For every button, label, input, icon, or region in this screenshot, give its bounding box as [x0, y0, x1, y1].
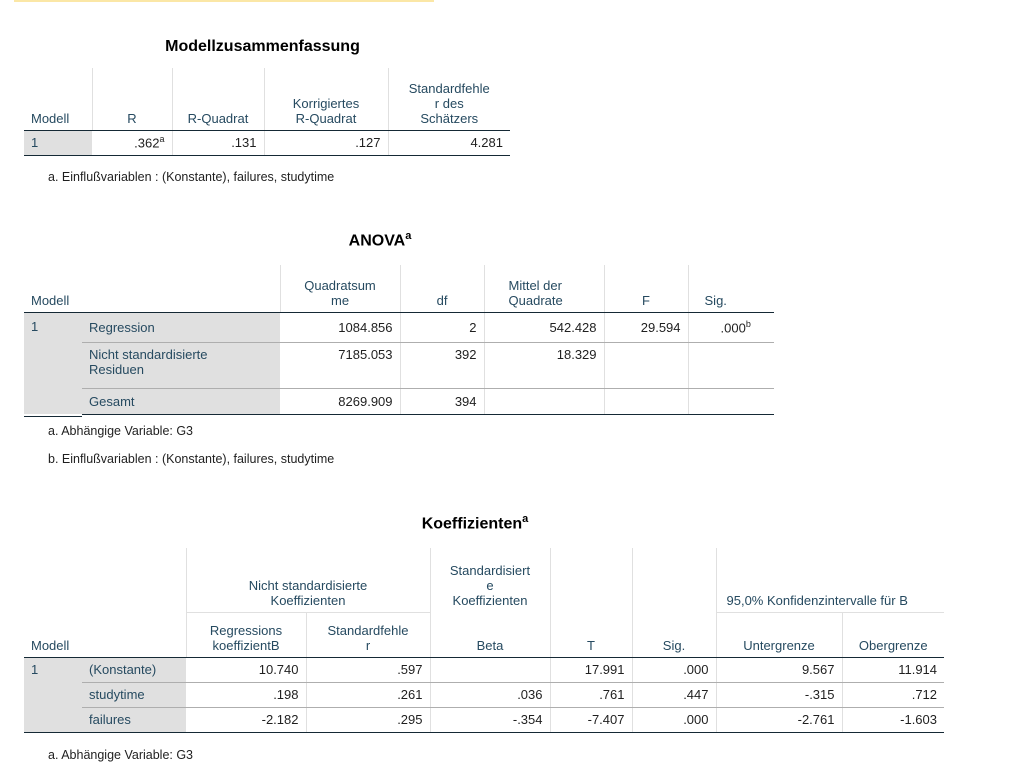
lower-failures: -2.761	[716, 707, 842, 732]
table-row	[24, 130, 510, 155]
upper-konstante: 11.914	[842, 657, 944, 682]
col-korrigiertes-r-quadrat	[264, 68, 388, 130]
anova-col-df: df	[400, 265, 484, 312]
sig-gesamt-empty	[688, 388, 774, 414]
coef-col-t: T	[550, 612, 632, 657]
std-koef-line-1: Standardisiert	[449, 563, 531, 578]
anova-col-modell: Modell	[24, 265, 280, 312]
anova-table	[24, 265, 774, 415]
col-standardfehler	[388, 68, 510, 130]
sig-failures: .000	[632, 707, 716, 732]
ms-regression: 542.428	[484, 312, 604, 342]
row-label-failures: failures	[82, 707, 186, 732]
ms-gesamt-empty	[484, 388, 604, 414]
coefficients-table	[24, 548, 944, 733]
col-r-quadrat: R-Quadrat	[172, 68, 264, 130]
std-line-3: Schätzers	[420, 110, 479, 126]
std-koef-line-2: e	[486, 578, 494, 593]
anova-col-quadratsumme	[280, 265, 400, 312]
model-number: 1	[24, 130, 92, 155]
coef-col-obergrenze: Obergrenze	[842, 612, 944, 657]
ms-residuen: 18.329	[484, 342, 604, 388]
table-row	[24, 388, 774, 414]
se-failures: .295	[306, 707, 430, 732]
sig-regression-value: .000	[720, 320, 746, 336]
model-summary-table	[24, 68, 510, 156]
coef-header-blank	[24, 548, 186, 612]
ms-line-1: Mittel der	[508, 277, 562, 293]
table-row	[24, 312, 774, 342]
b-line-2: koeffizientB	[212, 637, 280, 653]
anova-col-f: F	[604, 265, 688, 312]
sig-studytime: .447	[632, 682, 716, 707]
t-konstante: 17.991	[550, 657, 632, 682]
ss-line-1: Quadratsum	[304, 277, 376, 293]
upper-failures: -1.603	[842, 707, 944, 732]
anova-footnote-b: b. Einflußvariablen : (Konstante), failures, studytime	[48, 452, 335, 466]
lower-konstante: 9.567	[716, 657, 842, 682]
header-konfidenzintervalle: 95,0% Konfidenzintervalle für B	[716, 548, 944, 612]
col-r: R	[92, 68, 172, 130]
standardfehler-value: 4.281	[388, 130, 510, 155]
coefficients-footnote: a. Abhängige Variable: G3	[48, 748, 194, 762]
coefficients-title	[400, 513, 550, 533]
r-quadrat-value: .131	[172, 130, 264, 155]
t-studytime: .761	[550, 682, 632, 707]
f-gesamt-empty	[604, 388, 688, 414]
f-residuen-empty	[604, 342, 688, 388]
se-line-1: Standardfehle	[327, 622, 409, 638]
coefficients-title-marker: a	[522, 513, 529, 525]
r-value	[92, 130, 172, 155]
table-row	[24, 682, 944, 707]
header-nicht-standardisiert	[186, 548, 430, 612]
korr-line-1: Korrigiertes	[292, 95, 360, 111]
se-line-2: r	[365, 637, 371, 653]
coef-col-sig: Sig.	[632, 612, 716, 657]
residuen-line-1: Nicht standardisierte	[89, 346, 208, 362]
coef-col-beta: Beta	[430, 612, 550, 657]
anova-title	[330, 230, 430, 250]
model-summary-title-text: Modellzusammenfassung	[165, 38, 360, 55]
df-gesamt: 394	[400, 388, 484, 414]
b-studytime: .198	[186, 682, 306, 707]
table-row	[24, 342, 774, 388]
sig-residuen-empty	[688, 342, 774, 388]
unstd-line-1: Nicht standardisierte	[248, 577, 368, 593]
header-sig-blank	[632, 548, 716, 612]
beta-konstante	[430, 657, 550, 682]
anova-title-text: ANOVA	[348, 232, 406, 250]
f-regression: 29.594	[604, 312, 688, 342]
sig-regression	[688, 312, 774, 342]
coefficients-title-text: Koeffizienten	[421, 515, 523, 533]
t-failures: -7.407	[550, 707, 632, 732]
ss-regression: 1084.856	[280, 312, 400, 342]
se-konstante: .597	[306, 657, 430, 682]
anova-title-marker: a	[405, 230, 412, 242]
std-line-2: r des	[434, 95, 464, 111]
selection-highlight-bar	[14, 0, 434, 2]
sig-konstante: .000	[632, 657, 716, 682]
row-label-regression: Regression	[82, 312, 280, 342]
residuen-line-2: Residuen	[89, 361, 144, 377]
model-summary-footnote: a. Einflußvariablen : (Konstante), failures, studytime	[48, 170, 335, 184]
se-studytime: .261	[306, 682, 430, 707]
r-number: .362	[134, 135, 160, 151]
row-label-studytime: studytime	[82, 682, 186, 707]
coef-col-standardfehler	[306, 612, 430, 657]
coef-col-modell: Modell	[24, 612, 186, 657]
b-line-1: Regressions	[209, 622, 283, 638]
ss-line-2: me	[330, 292, 350, 308]
row-label-residuen	[82, 342, 280, 388]
b-konstante: 10.740	[186, 657, 306, 682]
header-standardisiert	[430, 548, 550, 612]
r-footnote-marker: a	[159, 134, 165, 145]
b-failures: -2.182	[186, 707, 306, 732]
anova-col-mittel	[484, 265, 604, 312]
unstd-line-2: Koeffizienten	[270, 592, 346, 608]
coef-model-number: 1	[24, 657, 82, 732]
beta-studytime: .036	[430, 682, 550, 707]
std-koef-line-3: Koeffizienten	[452, 593, 528, 608]
row-label-konstante: (Konstante)	[82, 657, 186, 682]
sig-regression-marker: b	[745, 318, 751, 329]
table-row	[24, 657, 944, 682]
anova-footnote-a: a. Abhängige Variable: G3	[48, 424, 194, 438]
model-summary-title	[150, 38, 375, 56]
anova-model-number: 1	[24, 312, 82, 414]
upper-studytime: .712	[842, 682, 944, 707]
header-t-blank	[550, 548, 632, 612]
ss-gesamt: 8269.909	[280, 388, 400, 414]
col-modell: Modell	[24, 68, 92, 130]
coef-col-untergrenze: Untergrenze	[716, 612, 842, 657]
row-label-gesamt: Gesamt	[82, 388, 280, 414]
df-residuen: 392	[400, 342, 484, 388]
anova-col-sig: Sig.	[688, 265, 774, 312]
df-regression: 2	[400, 312, 484, 342]
ms-line-2: Quadrate	[508, 292, 563, 308]
coef-col-b	[186, 612, 306, 657]
table-row	[24, 707, 944, 732]
korr-r-quadrat-value: .127	[264, 130, 388, 155]
std-line-1: Standardfehle	[408, 80, 490, 96]
beta-failures: -.354	[430, 707, 550, 732]
lower-studytime: -.315	[716, 682, 842, 707]
korr-line-2: R-Quadrat	[295, 110, 357, 126]
ss-residuen: 7185.053	[280, 342, 400, 388]
